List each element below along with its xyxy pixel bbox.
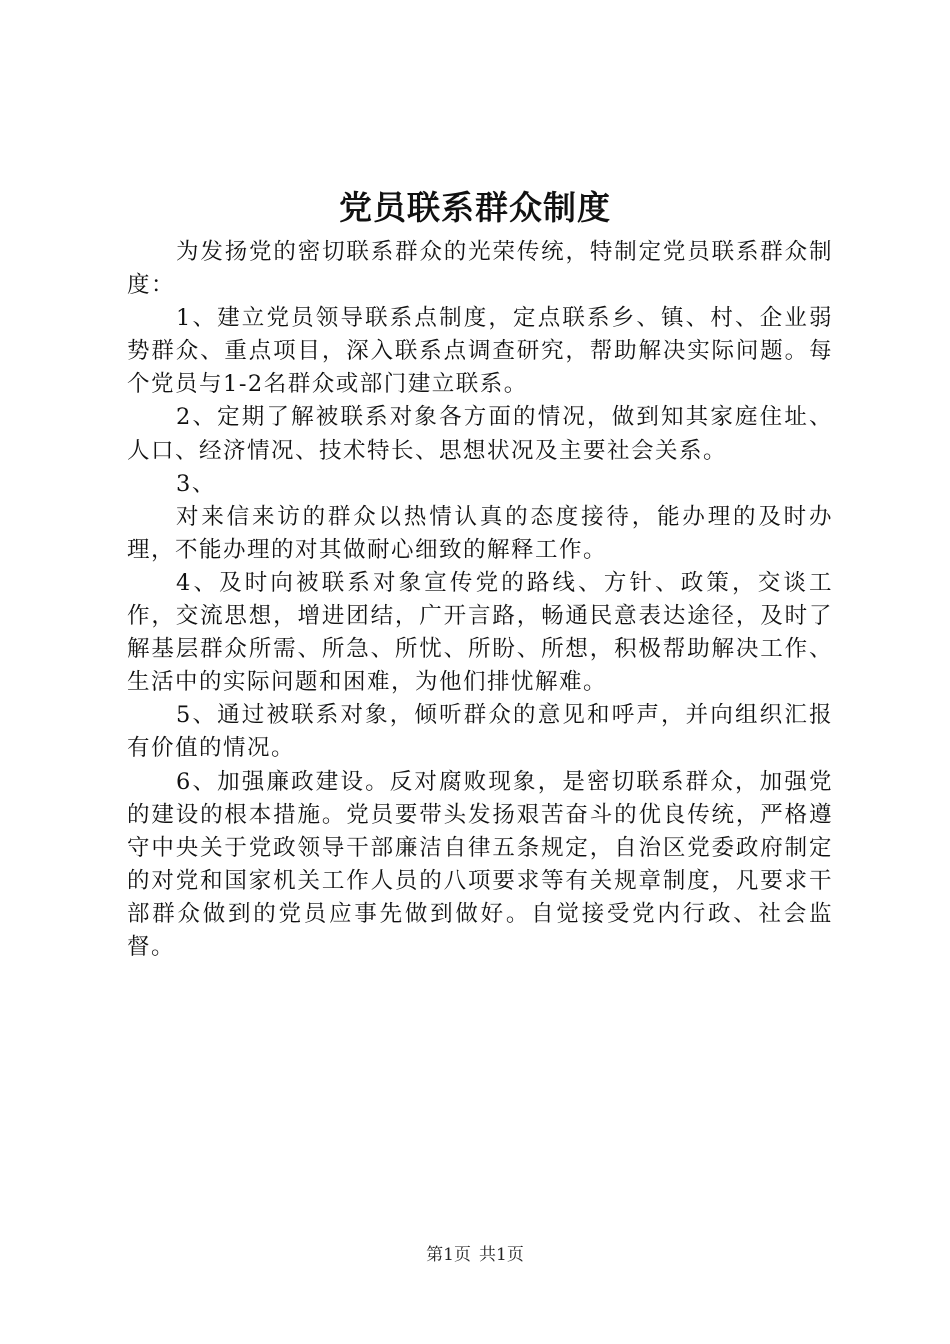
- clause-6-paragraph: 6、加强廉政建设。反对腐败现象，是密切联系群众，加强党的建设的根本措施。党员要带头发扬艰苦奋斗的优良传统，严格遵守中央关于党政领导干部廉洁自律五条规定，自治区党委政府制定的对党和国家机关工作人员的八项要求等有关规章制度，凡要求干部群众做到的党员应事先做到做好。自觉接受党内行政、社会监督。: [127, 768, 833, 960]
- document-title: 党员联系群众制度: [339, 188, 611, 227]
- page-count: 共1页: [479, 1245, 524, 1265]
- clause-3-number: 3、: [176, 470, 216, 497]
- clause-4-paragraph: 4、及时向被联系对象宣传党的路线、方针、政策，交谈工作，交流思想，增进团结，广开言路，畅通民意表达途径，及时了解基层群众所需、所急、所忧、所盼、所想，积极帮助解决工作、生活中的实际问题和困难，为他们排忧解难。: [127, 569, 833, 696]
- page-number: 第1页: [426, 1245, 471, 1265]
- clause-2-paragraph: 2、定期了解被联系对象各方面的情况，做到知其家庭住址、人口、经济情况、技术特长、思想状况及主要社会关系。: [127, 404, 833, 464]
- intro-paragraph: 为发扬党的密切联系群众的光荣传统，特制定党员联系群众制度：: [127, 239, 833, 299]
- page-footer: [0, 1244, 950, 1266]
- document-body: [127, 236, 833, 964]
- clause-5-paragraph: 5、通过被联系对象，倾听群众的意见和呼声，并向组织汇报有价值的情况。: [127, 702, 833, 762]
- clause-3-paragraph: 对来信来访的群众以热情认真的态度接待，能办理的及时办理，不能办理的对其做耐心细致的解释工作。: [127, 503, 833, 563]
- clause-1-paragraph: 1、建立党员领导联系点制度，定点联系乡、镇、村、企业弱势群众、重点项目，深入联系点调查研究，帮助解决实际问题。每个党员与1-2名群众或部门建立联系。: [127, 305, 833, 398]
